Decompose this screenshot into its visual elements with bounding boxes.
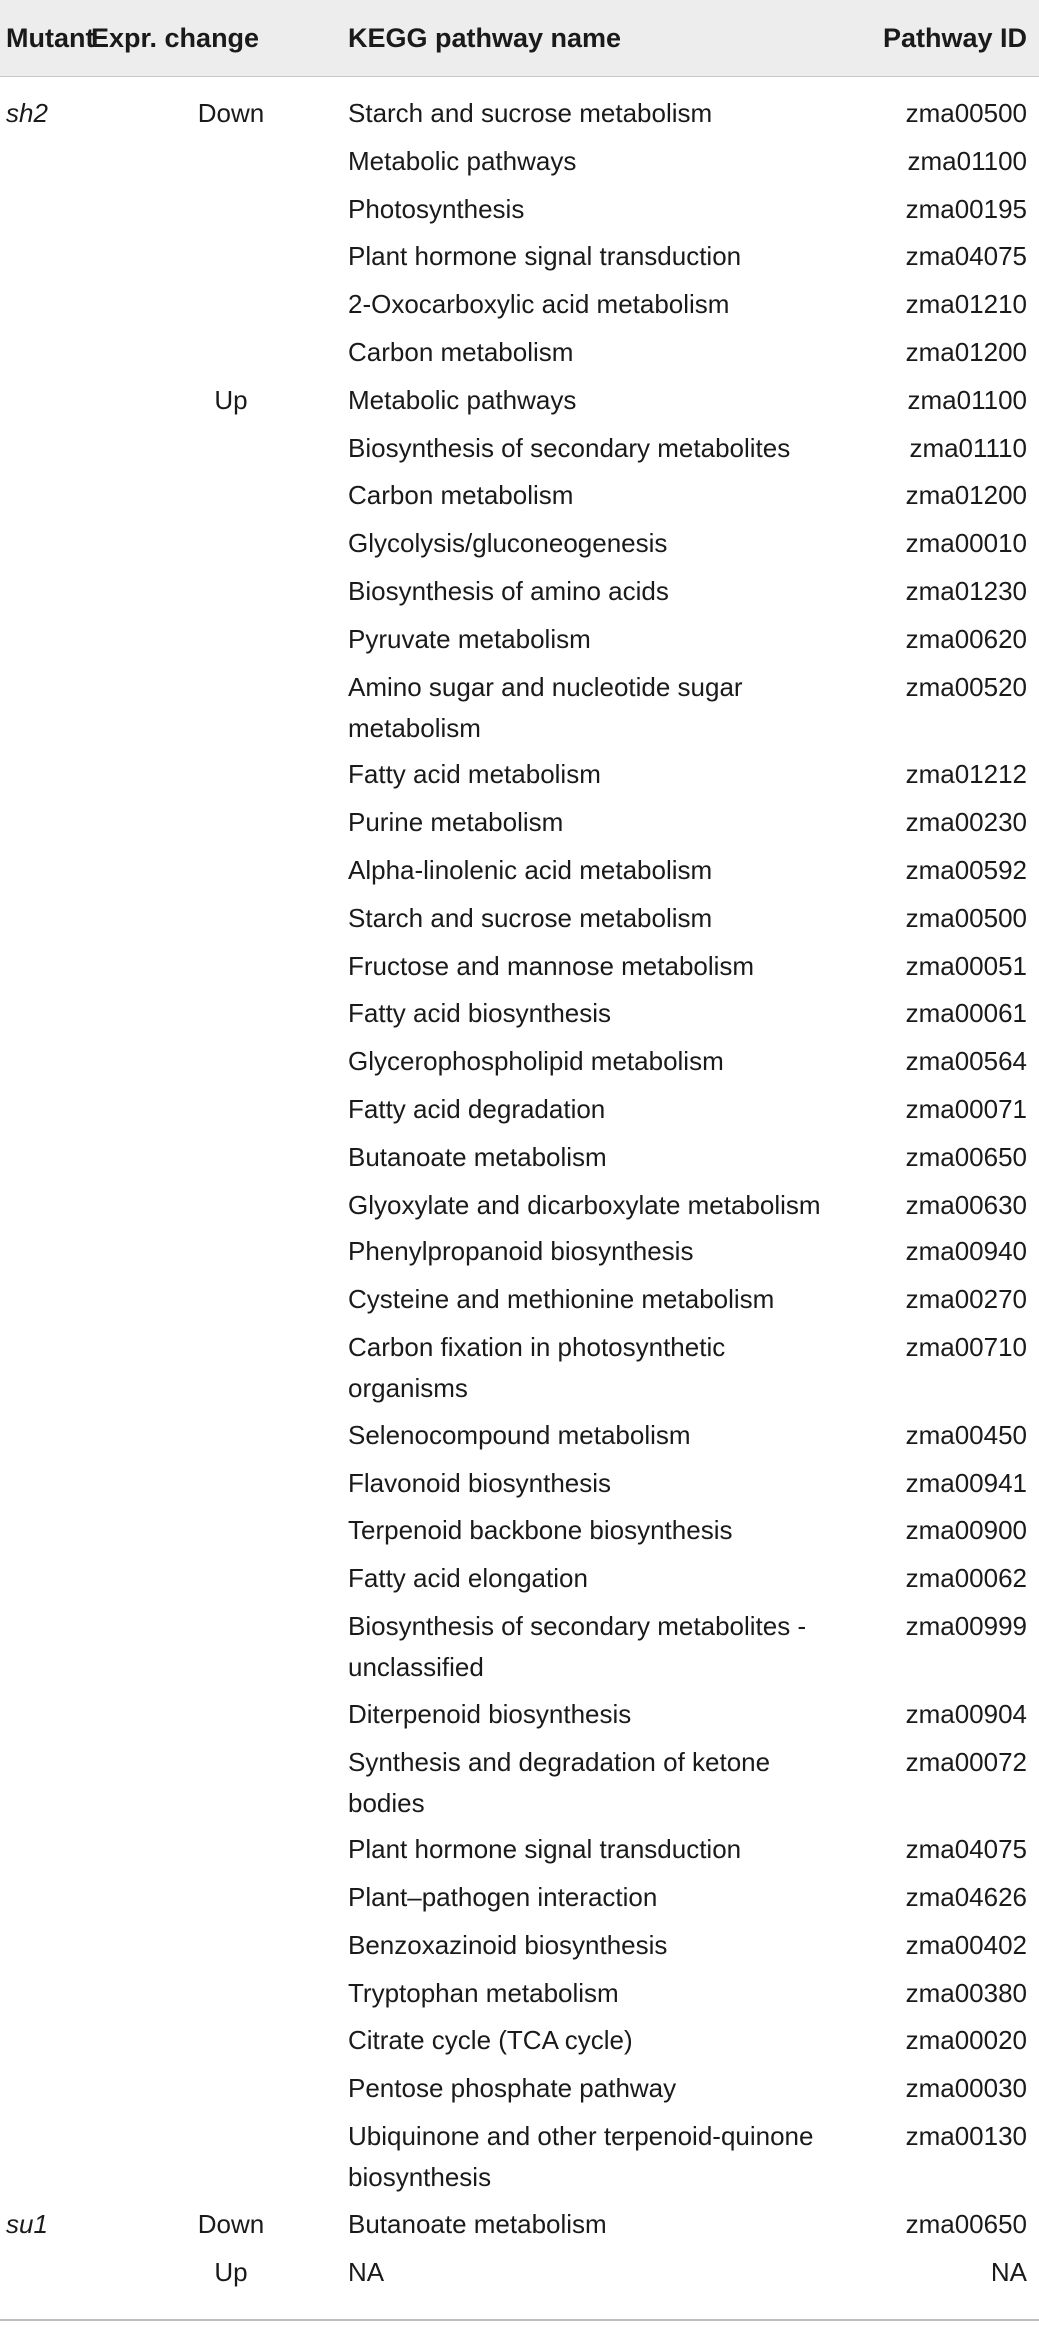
table-row	[0, 1829, 1039, 1877]
mutant-cell: sh2	[6, 98, 48, 128]
table-row	[0, 1279, 1039, 1327]
pathway-name-cell: Butanoate metabolism	[348, 2208, 607, 2239]
pathway-name-cell: Fatty acid degradation	[348, 1093, 606, 1124]
pathway-id-cell: zma00072	[905, 1746, 1027, 1777]
table-row	[0, 1463, 1039, 1511]
pathway-name-cell: Glyoxylate and dicarboxylate metabolism	[348, 1189, 821, 1220]
pathway-name-cell: Terpenoid backbone biosynthesis	[348, 1515, 733, 1546]
table-row	[0, 1327, 1039, 1415]
pathway-id-cell: zma00020	[905, 2025, 1027, 2056]
table-row	[0, 189, 1039, 237]
pathway-name-cell: Fatty acid elongation	[348, 1563, 588, 1594]
pathway-name-cell: Metabolic pathways	[348, 145, 577, 176]
pathway-name-cell: Fatty acid metabolism	[348, 759, 601, 790]
pathway-id-cell: zma00010	[905, 528, 1027, 559]
pathway-id-cell: zma00650	[905, 2208, 1027, 2239]
table-row	[0, 475, 1039, 523]
header-pathway-name: KEGG pathway name	[348, 23, 622, 53]
pathway-name-cell: Biosynthesis of secondary metabolites	[348, 432, 791, 463]
expr-change-cell: Down	[197, 98, 265, 128]
table-row	[0, 380, 1039, 428]
pathway-id-cell: zma00710	[905, 1331, 1027, 1362]
pathway-id-cell: zma00062	[905, 1563, 1027, 1594]
pathway-id-cell: zma00900	[905, 1515, 1027, 1546]
table-row	[0, 2020, 1039, 2068]
table-row	[0, 898, 1039, 946]
pathway-id-cell: zma01230	[905, 575, 1027, 606]
pathway-id-cell: zma01212	[905, 759, 1027, 790]
pathway-name-cell: NA	[348, 2256, 385, 2287]
pathway-name-cell: Flavonoid biosynthesis	[348, 1467, 612, 1498]
pathway-id-cell: zma00071	[905, 1093, 1027, 1124]
table-row	[0, 2116, 1039, 2204]
table-row	[0, 1925, 1039, 1973]
table-row	[0, 1089, 1039, 1137]
pathway-id-cell: zma00520	[905, 671, 1027, 702]
header-pathway-id: Pathway ID	[882, 23, 1027, 53]
pathway-id-cell: zma00195	[905, 193, 1027, 224]
table-row	[0, 236, 1039, 284]
table-body	[0, 93, 1039, 2299]
pathway-name-cell: Pyruvate metabolism	[348, 623, 591, 654]
pathway-id-cell: zma00650	[905, 1141, 1027, 1172]
table-row	[0, 523, 1039, 571]
table-row	[0, 850, 1039, 898]
table-row	[0, 1137, 1039, 1185]
table-row	[0, 1694, 1039, 1742]
pathway-name-cell: Plant hormone signal transduction	[348, 1834, 742, 1865]
pathway-id-cell: zma00270	[905, 1284, 1027, 1315]
pathway-name-cell: Alpha-linolenic acid metabolism	[348, 854, 713, 885]
pathway-name-cell: Glycolysis/gluconeogenesis	[348, 528, 668, 559]
table-row	[0, 93, 1039, 141]
pathway-name-cell: Biosynthesis of secondary metabolites - unclassified	[348, 1610, 807, 1682]
pathway-name-cell: Fatty acid biosynthesis	[348, 998, 612, 1029]
pathway-id-cell: zma01210	[905, 289, 1027, 320]
pathway-id-cell: zma00030	[905, 2073, 1027, 2104]
table-row	[0, 1510, 1039, 1558]
pathway-id-cell: zma00564	[905, 1046, 1027, 1077]
table-row	[0, 667, 1039, 755]
pathway-name-cell: Benzoxazinoid biosynthesis	[348, 1929, 668, 1960]
pathway-name-cell: Carbon metabolism	[348, 480, 574, 511]
table-row	[0, 993, 1039, 1041]
pathway-id-cell: zma04075	[905, 241, 1027, 272]
pathway-name-cell: Plant–pathogen interaction	[348, 1882, 658, 1913]
pathway-id-cell: zma00630	[905, 1189, 1027, 1220]
table-row	[0, 1877, 1039, 1925]
pathway-id-cell: zma04626	[905, 1882, 1027, 1913]
pathway-name-cell: Synthesis and degradation of ketone bodies	[348, 1746, 771, 1818]
expr-change-cell: Down	[197, 2208, 265, 2239]
pathway-name-cell: Citrate cycle (TCA cycle)	[348, 2025, 633, 2056]
pathway-id-cell: zma00402	[905, 1929, 1027, 1960]
table-row	[0, 802, 1039, 850]
pathway-id-cell: zma00130	[905, 2121, 1027, 2152]
bottom-rule	[0, 2319, 1039, 2321]
pathway-name-cell: Tryptophan metabolism	[348, 1977, 619, 2008]
pathway-id-cell: zma01100	[907, 145, 1027, 176]
pathway-id-cell: zma01200	[905, 336, 1027, 367]
pathway-id-cell: zma00999	[905, 1610, 1027, 1641]
pathway-name-cell: Carbon metabolism	[348, 336, 574, 367]
pathway-id-cell: zma00450	[905, 1419, 1027, 1450]
expr-change-cell: Up	[214, 384, 248, 415]
pathway-id-cell: zma00380	[905, 1977, 1027, 2008]
table-row	[0, 571, 1039, 619]
pathway-id-cell: zma00051	[905, 950, 1027, 981]
pathway-id-cell: zma00592	[905, 854, 1027, 885]
table-row	[0, 1558, 1039, 1606]
pathway-name-cell: Ubiquinone and other terpenoid-quinone biosynthesis	[348, 2121, 814, 2193]
pathway-id-cell: zma00904	[905, 1698, 1027, 1729]
table-row	[0, 2204, 1039, 2252]
pathway-id-cell: NA	[990, 2256, 1027, 2287]
pathway-name-cell: Plant hormone signal transduction	[348, 241, 742, 272]
pathway-name-cell: Fructose and mannose metabolism	[348, 950, 755, 981]
table-row	[0, 1606, 1039, 1694]
pathway-name-cell: Metabolic pathways	[348, 384, 577, 415]
pathway-name-cell: Photosynthesis	[348, 193, 525, 224]
table-header	[0, 0, 1039, 77]
table-row	[0, 332, 1039, 380]
pathway-id-cell: zma00941	[905, 1467, 1027, 1498]
pathway-name-cell: Carbon fixation in photosynthetic organisms	[348, 1331, 726, 1403]
pathway-name-cell: Cysteine and methionine metabolism	[348, 1284, 775, 1315]
pathway-id-cell: zma00500	[905, 98, 1027, 128]
table-row	[0, 1415, 1039, 1463]
table-row	[0, 1231, 1039, 1279]
table-row	[0, 428, 1039, 476]
pathway-id-cell: zma00940	[905, 1236, 1027, 1267]
pathway-name-cell: Amino sugar and nucleotide sugar metabolism	[348, 671, 743, 743]
pathway-name-cell: Diterpenoid biosynthesis	[348, 1698, 632, 1729]
pathway-id-cell: zma01110	[909, 432, 1027, 463]
pathway-name-cell: 2-Oxocarboxylic acid metabolism	[348, 289, 730, 320]
table-row	[0, 754, 1039, 802]
pathway-id-cell: zma00500	[905, 902, 1027, 933]
pathway-id-cell: zma04075	[905, 1834, 1027, 1865]
pathway-name-cell: Starch and sucrose metabolism	[348, 902, 713, 933]
pathway-name-cell: Pentose phosphate pathway	[348, 2073, 677, 2104]
table-row	[0, 1973, 1039, 2021]
pathway-id-cell: zma01100	[907, 384, 1027, 415]
pathway-id-cell: zma00061	[905, 998, 1027, 1029]
mutant-cell: su1	[6, 2208, 48, 2239]
table-row	[0, 1185, 1039, 1232]
pathway-name-cell: Purine metabolism	[348, 807, 564, 838]
pathway-id-cell: zma00620	[905, 623, 1027, 654]
pathway-name-cell: Glycerophospholipid metabolism	[348, 1046, 724, 1077]
header-mutant: Mutant	[6, 23, 95, 53]
table-row	[0, 1041, 1039, 1089]
expr-change-cell: Up	[214, 2256, 248, 2287]
table-row	[0, 1742, 1039, 1830]
table-row	[0, 284, 1039, 332]
table-row	[0, 2068, 1039, 2116]
table-row	[0, 946, 1039, 994]
pathway-id-cell: zma01200	[905, 480, 1027, 511]
header-expr-change: Expr. change	[91, 23, 260, 53]
pathway-name-cell: Biosynthesis of amino acids	[348, 575, 669, 606]
table-row	[0, 2252, 1039, 2300]
pathway-name-cell: Starch and sucrose metabolism	[348, 98, 713, 128]
pathway-name-cell: Butanoate metabolism	[348, 1141, 607, 1172]
pathway-id-cell: zma00230	[905, 807, 1027, 838]
pathway-name-cell: Selenocompound metabolism	[348, 1419, 691, 1450]
pathway-name-cell: Phenylpropanoid biosynthesis	[348, 1236, 694, 1267]
table-row	[0, 619, 1039, 667]
table-row	[0, 141, 1039, 189]
